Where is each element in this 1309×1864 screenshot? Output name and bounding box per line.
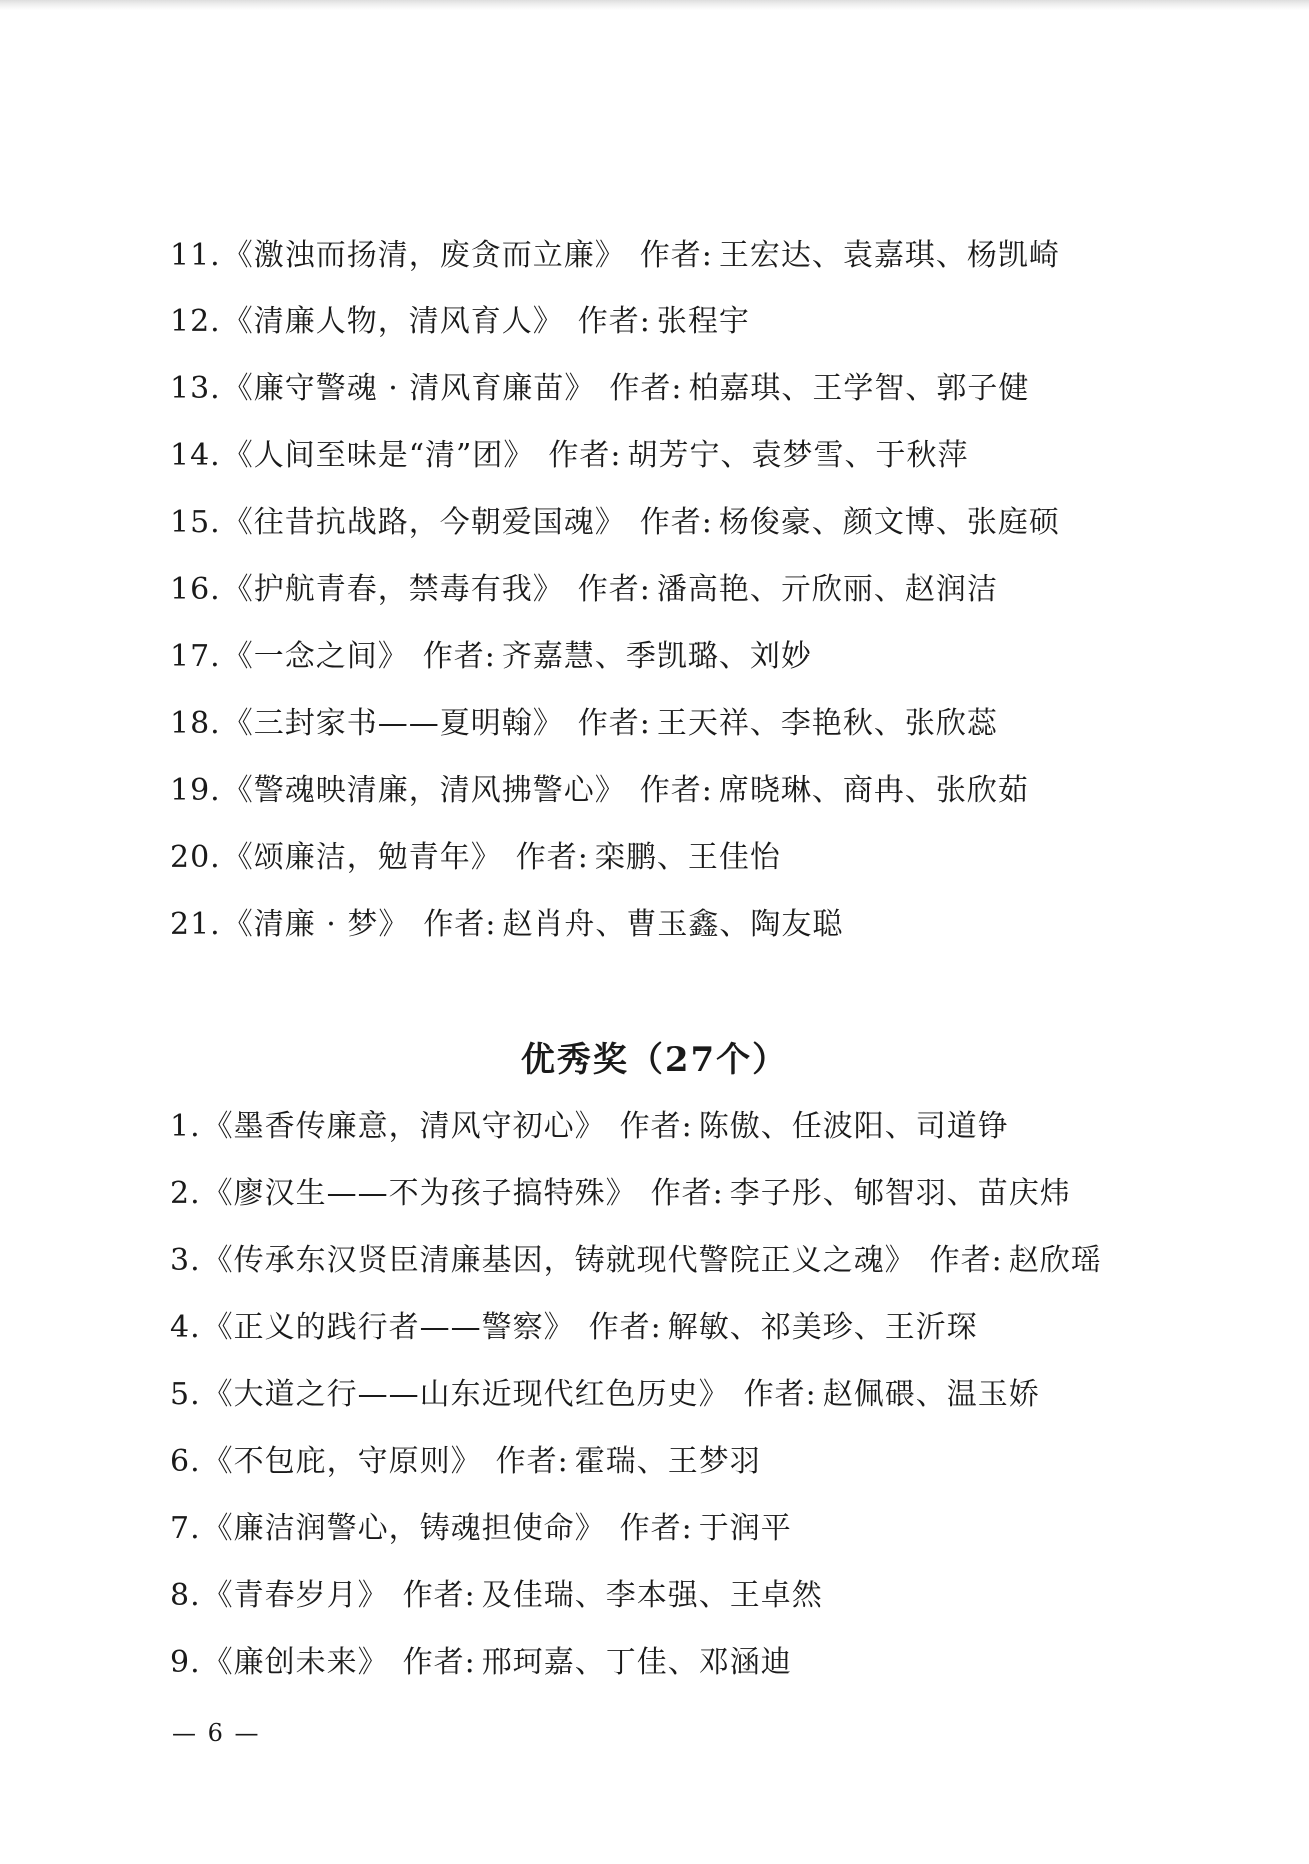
work-title: 《大道之行——山东近现代红色历史》 [202, 1377, 730, 1412]
work-title: 《往昔抗战路，今朝爱国魂》 [222, 505, 626, 540]
work-title: 《廉守警魂 · 清风育廉苗》 [222, 371, 596, 406]
list-item: 7.《廉洁润警心，铸魂担使命》 作者: 于润平 [170, 1511, 792, 1546]
scan-edge-shadow [0, 0, 1309, 10]
author-names: 赵肖舟、曹玉鑫、陶友聪 [502, 907, 844, 942]
list-item: 20.《颂廉洁，勉青年》 作者: 栾鹏、王佳怡 [170, 840, 781, 875]
list-item: 4.《正义的践行者——警察》 作者: 解敏、祁美珍、王沂琛 [170, 1310, 978, 1345]
author-names: 潘高艳、亓欣丽、赵润洁 [656, 572, 998, 607]
author-names: 霍瑞、王梦羽 [574, 1444, 761, 1479]
author-label: 作者: [495, 1444, 569, 1479]
work-title: 《不包庇，守原则》 [202, 1444, 482, 1479]
work-title: 《廖汉生——不为孩子搞特殊》 [202, 1176, 637, 1211]
work-title: 《廉创未来》 [202, 1645, 389, 1680]
author-label: 作者: [577, 304, 651, 339]
work-title: 《清廉 · 梦》 [222, 907, 410, 942]
work-title: 《正义的践行者——警察》 [202, 1310, 575, 1345]
author-names: 于润平 [698, 1511, 792, 1546]
work-title: 《传承东汉贤臣清廉基因，铸就现代警院正义之魂》 [202, 1243, 916, 1278]
author-names: 张程宇 [656, 304, 750, 339]
list-item: 15.《往昔抗战路，今朝爱国魂》 作者: 杨俊豪、颜文博、张庭硕 [170, 505, 1060, 540]
list-item: 3.《传承东汉贤臣清廉基因，铸就现代警院正义之魂》 作者: 赵欣瑶 [170, 1243, 1102, 1278]
work-title: 《颂廉洁，勉青年》 [222, 840, 502, 875]
author-names: 胡芳宁、袁梦雪、于秋萍 [627, 438, 969, 473]
author-names: 席晓琳、商冉、张欣茹 [718, 773, 1029, 808]
work-title: 《一念之间》 [222, 639, 409, 674]
author-names: 齐嘉慧、季凯璐、刘妙 [501, 639, 812, 674]
list-item: 18.《三封家书——夏明翰》 作者: 王天祥、李艳秋、张欣蕊 [170, 706, 998, 741]
work-title: 《三封家书——夏明翰》 [222, 706, 564, 741]
author-names: 栾鹏、王佳怡 [594, 840, 781, 875]
list-item: 12.《清廉人物，清风育人》 作者: 张程宇 [170, 304, 750, 339]
author-label: 作者: [743, 1377, 817, 1412]
author-names: 解敏、祁美珍、王沂琛 [667, 1310, 978, 1345]
list-item: 9.《廉创未来》 作者: 邢珂嘉、丁佳、邓涵迪 [170, 1645, 792, 1680]
author-label: 作者: [402, 1645, 476, 1680]
author-label: 作者: [619, 1511, 693, 1546]
author-names: 王宏达、袁嘉琪、杨凯崎 [718, 238, 1060, 273]
author-label: 作者: [422, 639, 496, 674]
work-title: 《警魂映清廉，清风拂警心》 [222, 773, 626, 808]
author-names: 及佳瑞、李本强、王卓然 [481, 1578, 823, 1613]
author-names: 杨俊豪、颜文博、张庭硕 [718, 505, 1060, 540]
list-item: 1.《墨香传廉意，清风守初心》 作者: 陈傲、任波阳、司道铮 [170, 1109, 1009, 1144]
author-label: 作者: [619, 1109, 693, 1144]
author-label: 作者: [639, 773, 713, 808]
work-title: 《人间至味是“清”团》 [222, 438, 535, 473]
author-label: 作者: [639, 238, 713, 273]
list-item: 17.《一念之间》 作者: 齐嘉慧、季凯璐、刘妙 [170, 639, 812, 674]
work-title: 《廉洁润警心，铸魂担使命》 [202, 1511, 606, 1546]
list-item: 21.《清廉 · 梦》 作者: 赵肖舟、曹玉鑫、陶友聪 [170, 907, 844, 942]
list-item: 5.《大道之行——山东近现代红色历史》 作者: 赵佩碨、温玉娇 [170, 1377, 1040, 1412]
work-title: 《激浊而扬清，废贪而立廉》 [222, 238, 626, 273]
author-label: 作者: [609, 371, 683, 406]
work-title: 《墨香传廉意，清风守初心》 [202, 1109, 606, 1144]
author-names: 赵佩碨、温玉娇 [822, 1377, 1040, 1412]
list-item: 19.《警魂映清廉，清风拂警心》 作者: 席晓琳、商冉、张欣茹 [170, 773, 1029, 808]
author-names: 邢珂嘉、丁佳、邓涵迪 [481, 1645, 792, 1680]
author-label: 作者: [515, 840, 589, 875]
list-item: 13.《廉守警魂 · 清风育廉苗》 作者: 柏嘉琪、王学智、郭子健 [170, 371, 1030, 406]
list-item: 2.《廖汉生——不为孩子搞特殊》 作者: 李子彤、郇智羽、苗庆炜 [170, 1176, 1071, 1211]
author-label: 作者: [548, 438, 622, 473]
list-item: 6.《不包庇，守原则》 作者: 霍瑞、王梦羽 [170, 1444, 761, 1479]
author-label: 作者: [650, 1176, 724, 1211]
work-title: 《青春岁月》 [202, 1578, 389, 1613]
author-names: 王天祥、李艳秋、张欣蕊 [656, 706, 998, 741]
list-item: 16.《护航青春，禁毒有我》 作者: 潘高艳、亓欣丽、赵润洁 [170, 572, 998, 607]
author-names: 李子彤、郇智羽、苗庆炜 [729, 1176, 1071, 1211]
author-label: 作者: [577, 572, 651, 607]
list-item: 8.《青春岁月》 作者: 及佳瑞、李本强、王卓然 [170, 1578, 823, 1613]
author-label: 作者: [929, 1243, 1003, 1278]
author-label: 作者: [402, 1578, 476, 1613]
work-title: 《护航青春，禁毒有我》 [222, 572, 564, 607]
author-label: 作者: [577, 706, 651, 741]
author-names: 柏嘉琪、王学智、郭子健 [688, 371, 1030, 406]
page-number: — 6 — [172, 1719, 261, 1747]
author-names: 赵欣瑶 [1008, 1243, 1102, 1278]
list-item: 14.《人间至味是“清”团》 作者: 胡芳宁、袁梦雪、于秋萍 [170, 438, 969, 473]
work-title: 《清廉人物，清风育人》 [222, 304, 564, 339]
author-names: 陈傲、任波阳、司道铮 [698, 1109, 1009, 1144]
author-label: 作者: [423, 907, 497, 942]
list-item: 11.《激浊而扬清，废贪而立廉》 作者: 王宏达、袁嘉琪、杨凯崎 [170, 238, 1060, 273]
author-label: 作者: [639, 505, 713, 540]
section-heading: 优秀奖（27个） [520, 1040, 789, 1080]
author-label: 作者: [588, 1310, 662, 1345]
